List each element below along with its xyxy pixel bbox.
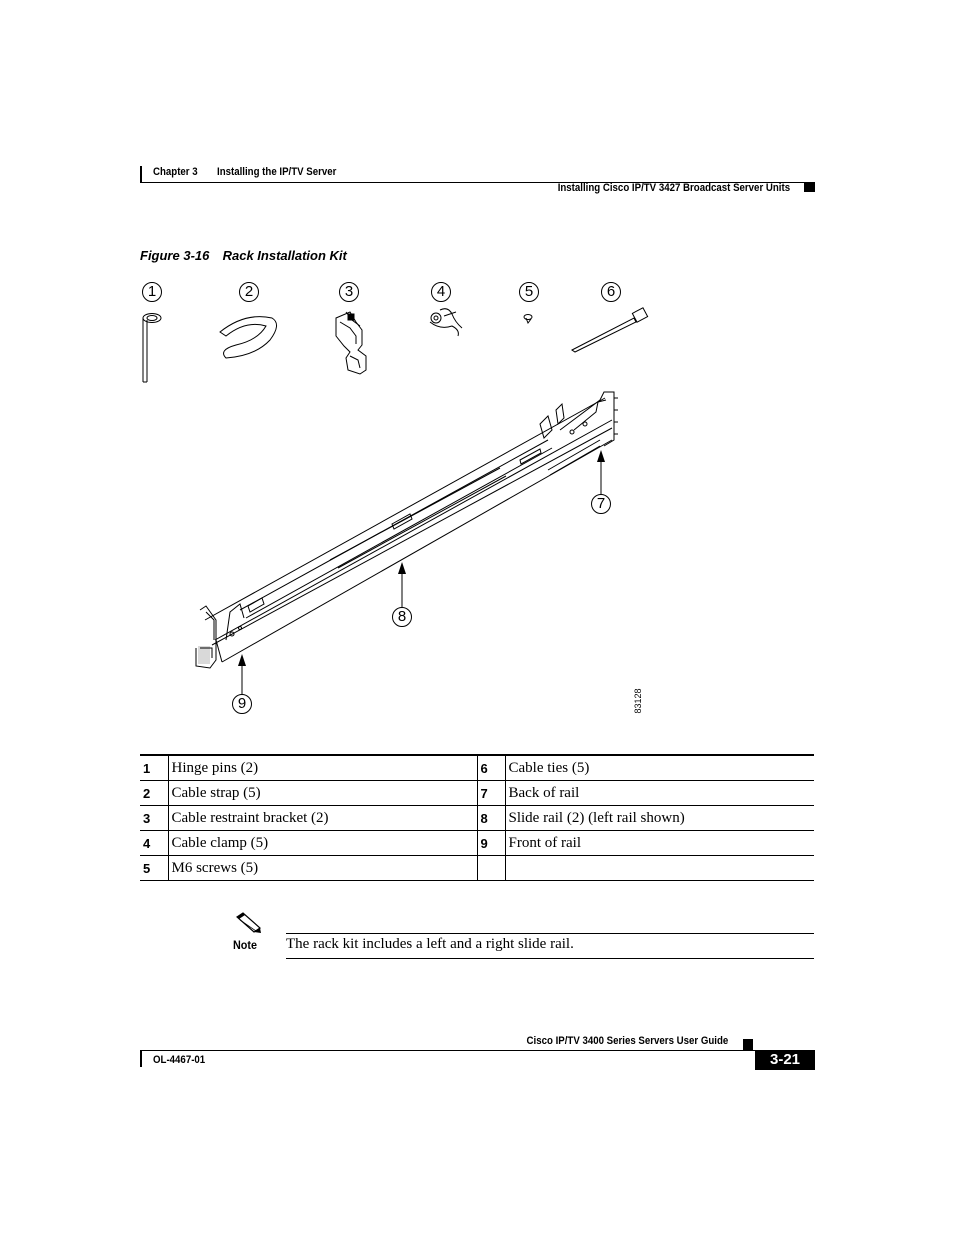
callout-1: 1: [142, 282, 162, 302]
legend-number: 4: [140, 831, 168, 856]
legend-description: Cable ties (5): [505, 755, 814, 781]
figure-legend-table: [140, 754, 814, 881]
legend-number: 6: [477, 755, 505, 781]
cable-restraint-bracket-drawing: [336, 312, 366, 374]
callout-6: 6: [601, 282, 621, 302]
figure-caption-title: Rack Installation Kit: [222, 248, 347, 263]
leader-arrow-9: [238, 654, 246, 694]
legend-number: 7: [477, 781, 505, 806]
table-row: [140, 781, 814, 806]
leader-arrow-8: [398, 562, 406, 608]
table-row: [140, 806, 814, 831]
legend-description: Cable clamp (5): [168, 831, 477, 856]
legend-number: 1: [140, 755, 168, 781]
cable-tie-drawing: [572, 308, 648, 352]
header-chapter-title: Installing the IP/TV Server: [217, 166, 337, 178]
page-number: 3-21: [769, 1051, 801, 1068]
legend-description: Cable restraint bracket (2): [168, 806, 477, 831]
figure-caption-number: Figure 3-16: [140, 248, 210, 263]
callout-7: 7: [591, 494, 611, 514]
legend-description: [505, 856, 814, 881]
note-top-rule: [286, 933, 814, 934]
header-section-title: Installing Cisco IP/TV 3427 Broadcast Server Units: [557, 182, 790, 194]
footer-marker-block: [743, 1039, 753, 1050]
note-text: The rack kit includes a left and a right slide rail.: [286, 936, 574, 952]
figure-art-id: 83128: [633, 688, 643, 714]
legend-number: 9: [477, 831, 505, 856]
legend-number: 5: [140, 856, 168, 881]
legend-number: 2: [140, 781, 168, 806]
footer-left-bar: [140, 1050, 142, 1067]
leader-arrow-7: [597, 450, 605, 494]
callout-3: 3: [339, 282, 359, 302]
m6-screw-drawing: [524, 315, 532, 324]
legend-description: Back of rail: [505, 781, 814, 806]
legend-description: Hinge pins (2): [168, 755, 477, 781]
callout-5: 5: [519, 282, 539, 302]
legend-number: 3: [140, 806, 168, 831]
callout-2: 2: [239, 282, 259, 302]
footer-doc-number: OL-4467-01: [153, 1054, 206, 1066]
legend-description: M6 screws (5): [168, 856, 477, 881]
callout-4: 4: [431, 282, 451, 302]
cable-clamp-drawing: [430, 309, 462, 336]
cable-strap-drawing: [220, 317, 277, 358]
callout-8: 8: [392, 607, 412, 627]
footer-rule: [140, 1050, 814, 1051]
table-row: [140, 755, 814, 781]
legend-description: Slide rail (2) (left rail shown): [505, 806, 814, 831]
legend-description: Front of rail: [505, 831, 814, 856]
note-label: Note: [233, 938, 258, 952]
legend-description: Cable strap (5): [168, 781, 477, 806]
note-bottom-rule: [286, 958, 814, 959]
page-number-box: [755, 1050, 815, 1070]
hinge-pin-drawing: [143, 314, 161, 383]
footer-guide-title: Cisco IP/TV 3400 Series Servers User Guide: [526, 1035, 728, 1047]
table-row: [140, 831, 814, 856]
table-row: [140, 856, 814, 881]
callout-9: 9: [232, 694, 252, 714]
header-chapter: Chapter 3: [153, 166, 198, 178]
slide-rail-drawing: [196, 392, 618, 668]
legend-number: [477, 856, 505, 881]
legend-number: 8: [477, 806, 505, 831]
pencil-icon: [234, 910, 262, 934]
